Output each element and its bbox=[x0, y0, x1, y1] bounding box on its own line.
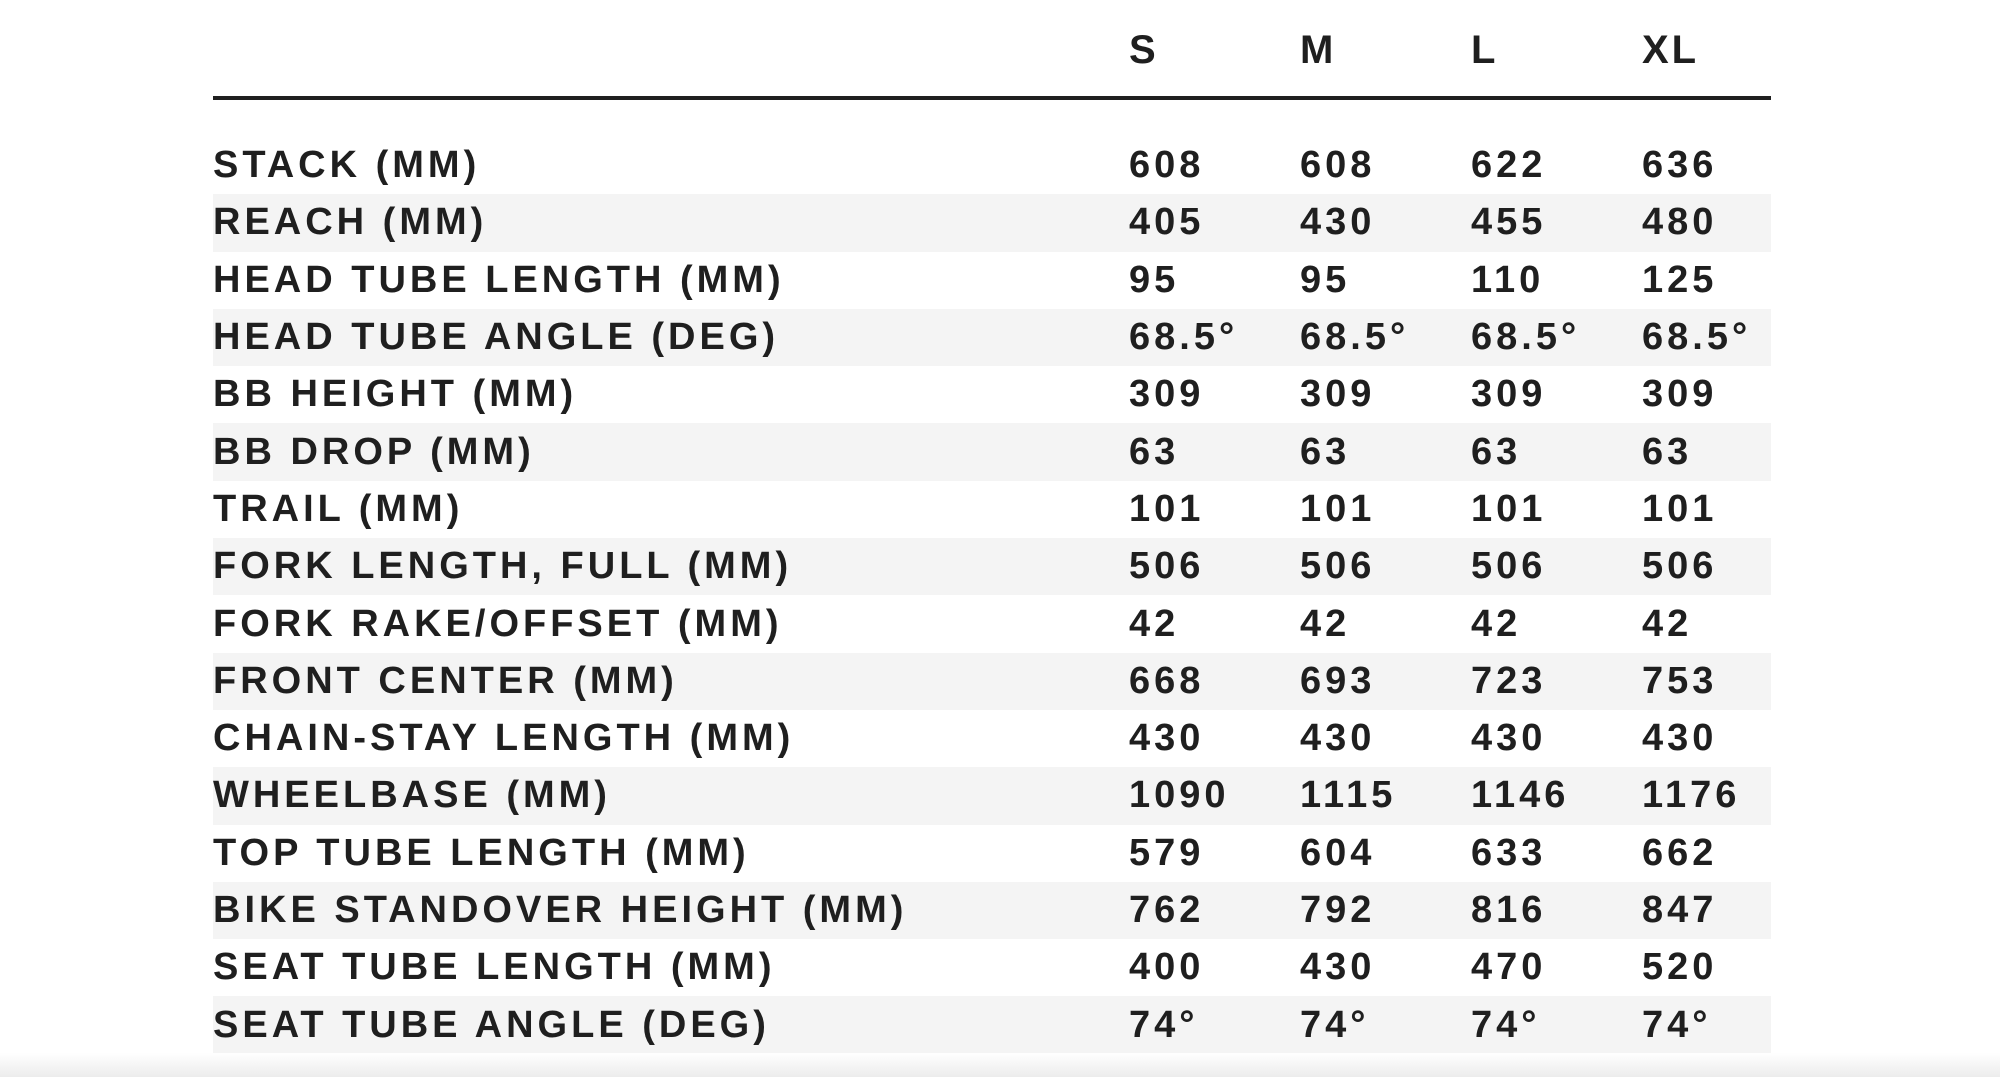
table-row bbox=[213, 595, 1771, 652]
geometry-table bbox=[213, 0, 1771, 1054]
row-value-l: 63 bbox=[1471, 430, 1522, 473]
row-value-xl: 847 bbox=[1642, 889, 1718, 931]
row-value-s: 430 bbox=[1129, 717, 1205, 760]
row-value-m: 792 bbox=[1300, 889, 1376, 931]
row-value-m: 608 bbox=[1300, 144, 1376, 187]
size-header-s: S bbox=[1129, 28, 1159, 72]
row-value-l: 74° bbox=[1471, 1003, 1541, 1046]
row-value-l: 110 bbox=[1471, 258, 1545, 301]
row-value-m: 430 bbox=[1300, 201, 1376, 244]
row-label: HEAD TUBE LENGTH (MM) bbox=[213, 258, 785, 301]
row-value-l: 633 bbox=[1471, 831, 1547, 874]
row-label: SEAT TUBE LENGTH (MM) bbox=[213, 946, 776, 989]
row-value-m: 74° bbox=[1300, 1003, 1370, 1046]
row-value-l: 723 bbox=[1471, 659, 1547, 702]
row-value-s: 668 bbox=[1129, 659, 1205, 702]
row-value-l: 455 bbox=[1471, 201, 1547, 244]
row-value-m: 101 bbox=[1300, 487, 1376, 530]
row-value-xl: 753 bbox=[1642, 659, 1718, 702]
row-value-xl: 63 bbox=[1642, 430, 1693, 473]
row-label: STACK (MM) bbox=[213, 144, 481, 187]
row-value-l: 101 bbox=[1471, 487, 1547, 530]
table-row bbox=[213, 939, 1771, 996]
row-value-l: 430 bbox=[1471, 717, 1547, 760]
row-label: BIKE STANDOVER HEIGHT (MM) bbox=[213, 889, 908, 931]
row-value-xl: 662 bbox=[1642, 831, 1718, 874]
row-label: TOP TUBE LENGTH (MM) bbox=[213, 831, 750, 874]
row-value-s: 68.5° bbox=[1129, 316, 1239, 359]
row-value-m: 42 bbox=[1300, 602, 1351, 645]
row-value-m: 506 bbox=[1300, 545, 1376, 588]
row-value-xl: 430 bbox=[1642, 717, 1718, 760]
row-value-l: 1146 bbox=[1471, 774, 1570, 817]
table-row bbox=[213, 538, 1771, 595]
table-row bbox=[213, 710, 1771, 767]
row-value-m: 95 bbox=[1300, 258, 1351, 301]
table-row bbox=[213, 996, 1771, 1053]
size-header-m: M bbox=[1300, 28, 1337, 72]
row-value-l: 68.5° bbox=[1471, 316, 1581, 359]
row-value-m: 693 bbox=[1300, 659, 1376, 702]
row-label: FRONT CENTER (MM) bbox=[213, 659, 678, 702]
row-value-s: 1090 bbox=[1129, 774, 1230, 817]
row-value-xl: 520 bbox=[1642, 946, 1718, 989]
size-header-l: L bbox=[1471, 28, 1499, 72]
row-label: FORK LENGTH, FULL (MM) bbox=[213, 545, 793, 588]
row-value-m: 309 bbox=[1300, 373, 1376, 416]
row-label: REACH (MM) bbox=[213, 201, 488, 244]
row-value-xl: 1176 bbox=[1642, 774, 1741, 817]
table-row bbox=[213, 366, 1771, 423]
table-row bbox=[213, 194, 1771, 251]
row-value-s: 63 bbox=[1129, 430, 1180, 473]
row-value-m: 430 bbox=[1300, 717, 1376, 760]
row-value-xl: 74° bbox=[1642, 1003, 1712, 1046]
table-row bbox=[213, 767, 1771, 824]
row-value-m: 604 bbox=[1300, 831, 1376, 874]
table-row bbox=[213, 252, 1771, 309]
row-value-m: 63 bbox=[1300, 430, 1351, 473]
row-value-xl: 101 bbox=[1642, 487, 1718, 530]
row-value-s: 762 bbox=[1129, 889, 1205, 931]
row-label: CHAIN-STAY LENGTH (MM) bbox=[213, 717, 795, 760]
table-row bbox=[213, 481, 1771, 538]
bottom-edge-shadow bbox=[0, 1053, 2000, 1077]
row-value-xl: 125 bbox=[1642, 258, 1718, 301]
row-label: BB HEIGHT (MM) bbox=[213, 373, 578, 416]
row-value-s: 74° bbox=[1129, 1003, 1199, 1046]
table-row bbox=[213, 882, 1771, 939]
row-value-xl: 309 bbox=[1642, 373, 1718, 416]
row-value-s: 95 bbox=[1129, 258, 1180, 301]
table-row bbox=[213, 653, 1771, 710]
row-value-s: 42 bbox=[1129, 602, 1180, 645]
row-value-l: 42 bbox=[1471, 602, 1522, 645]
row-value-xl: 42 bbox=[1642, 602, 1693, 645]
row-value-s: 400 bbox=[1129, 946, 1205, 989]
row-value-xl: 68.5° bbox=[1642, 316, 1752, 359]
row-value-xl: 480 bbox=[1642, 201, 1718, 244]
row-value-l: 622 bbox=[1471, 144, 1547, 187]
row-value-s: 506 bbox=[1129, 545, 1205, 588]
row-value-s: 608 bbox=[1129, 144, 1205, 187]
table-body bbox=[213, 137, 1771, 1054]
row-value-l: 309 bbox=[1471, 373, 1547, 416]
table-row bbox=[213, 825, 1771, 882]
table-row bbox=[213, 137, 1771, 194]
size-header-xl: XL bbox=[1642, 28, 1700, 72]
row-value-m: 68.5° bbox=[1300, 316, 1410, 359]
table-row bbox=[213, 423, 1771, 480]
row-value-s: 101 bbox=[1129, 487, 1205, 530]
row-label: WHEELBASE (MM) bbox=[213, 774, 611, 817]
row-value-l: 816 bbox=[1471, 889, 1547, 931]
row-value-xl: 636 bbox=[1642, 144, 1718, 187]
table-row bbox=[213, 309, 1771, 366]
row-label: SEAT TUBE ANGLE (DEG) bbox=[213, 1003, 770, 1046]
row-value-l: 470 bbox=[1471, 946, 1547, 989]
row-value-xl: 506 bbox=[1642, 545, 1718, 588]
row-value-l: 506 bbox=[1471, 545, 1547, 588]
row-label: TRAIL (MM) bbox=[213, 487, 464, 530]
row-label: FORK RAKE/OFFSET (MM) bbox=[213, 602, 783, 645]
row-value-m: 430 bbox=[1300, 946, 1376, 989]
row-value-s: 309 bbox=[1129, 373, 1205, 416]
row-value-m: 1115 bbox=[1300, 774, 1397, 817]
table-header bbox=[213, 0, 1771, 100]
row-label: BB DROP (MM) bbox=[213, 430, 535, 473]
row-value-s: 405 bbox=[1129, 201, 1205, 244]
row-value-s: 579 bbox=[1129, 831, 1205, 874]
row-label: HEAD TUBE ANGLE (DEG) bbox=[213, 316, 780, 359]
